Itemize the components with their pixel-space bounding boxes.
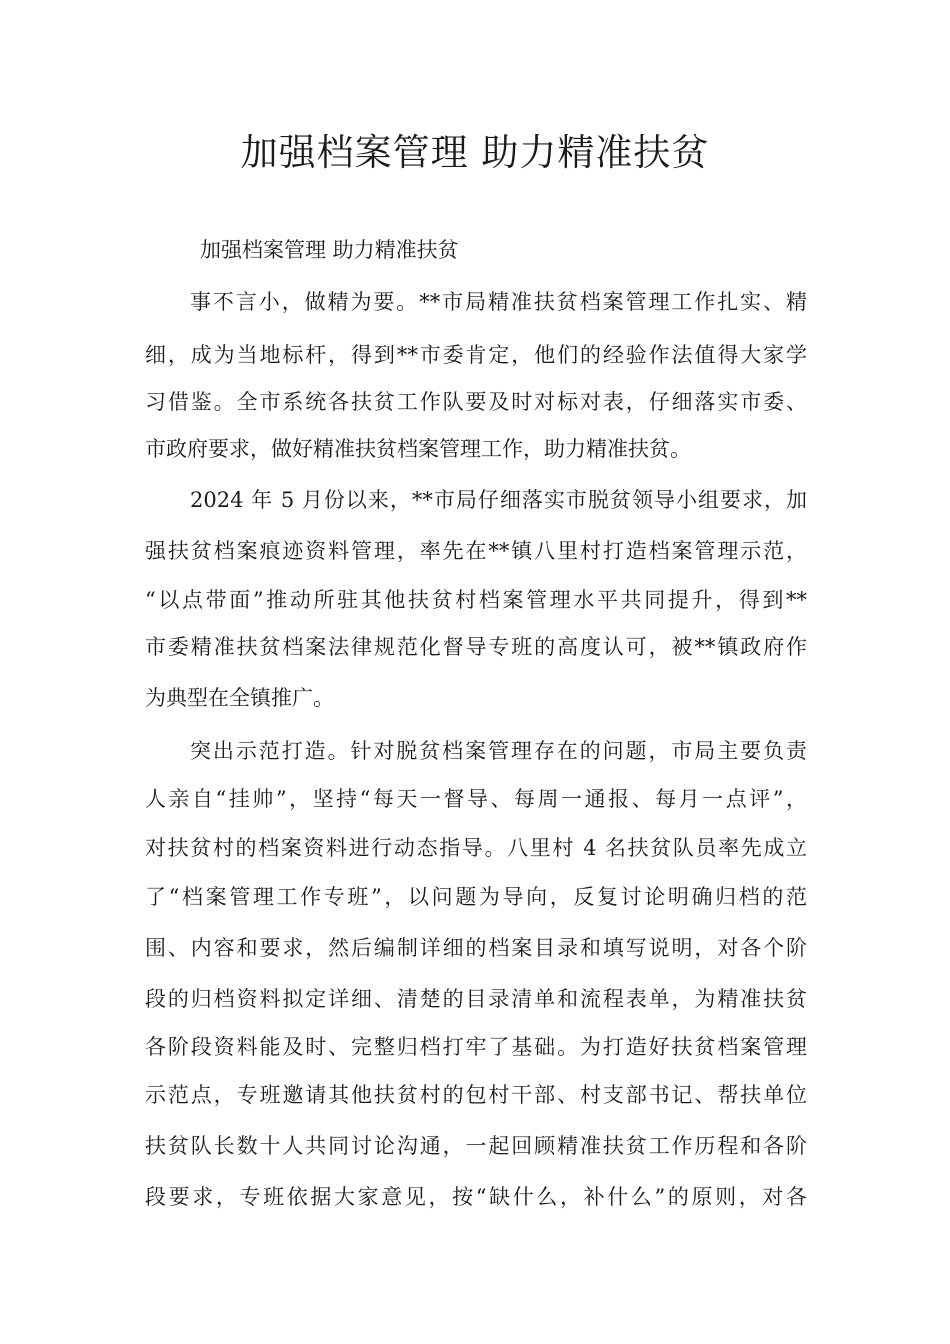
paragraph-3-line-9: 扶贫队长数十人共同讨论沟通，一起回顾精准扶贫工作历程和各阶 (145, 1134, 807, 1158)
paragraph-1-line-1: 事不言小，做精为要。**市局精准扶贫档案管理工作扎实、精 (190, 290, 807, 314)
paragraph-1-line-4: 市政府要求，做好精准扶贫档案管理工作，助力精准扶贫。 (145, 437, 691, 461)
paragraph-2-line-4: 市委精准扶贫档案法律规范化督导专班的高度认可，被**镇政府作 (145, 635, 807, 659)
paragraph-1-line-3: 习借鉴。全市系统各扶贫工作队要及时对标对表，仔细落实市委、 (145, 390, 807, 414)
paragraph-3-line-2: 人亲自“挂帅”，坚持“每天一督导、每周一通报、每月一点评”， (145, 787, 807, 811)
paragraph-2-line-5: 为典型在全镇推广。 (145, 686, 334, 710)
paragraph-3-line-7: 各阶段资料能及时、完整归档打牢了基础。为打造好扶贫档案管理 (145, 1035, 807, 1059)
paragraph-2-line-2: 强扶贫档案痕迹资料管理，率先在**镇八里村打造档案管理示范， (145, 539, 807, 563)
paragraph-1-line-2: 细，成为当地标杆，得到**市委肯定，他们的经验作法值得大家学 (145, 343, 807, 367)
paragraph-3-line-3: 对扶贫村的档案资料进行动态指导。八里村 4 名扶贫队员率先成立 (145, 836, 807, 860)
paragraph-3-line-1: 突出示范打造。针对脱贫档案管理存在的问题，市局主要负责 (190, 739, 807, 763)
paragraph-3-line-6: 段的归档资料拟定详细、清楚的目录清单和流程表单，为精准扶贫 (145, 987, 807, 1011)
paragraph-3-line-10: 段要求，专班依据大家意见，按“缺什么，补什么”的原则，对各 (145, 1185, 807, 1209)
paragraph-2-line-1: 2024 年 5 月份以来，**市局仔细落实市脱贫领导小组要求，加 (190, 488, 807, 512)
document-subtitle: 加强档案管理 助力精准扶贫 (200, 238, 459, 262)
document-title: 加强档案管理 助力精准扶贫 (240, 131, 710, 174)
paragraph-3-line-8: 示范点，专班邀请其他扶贫村的包村干部、村支部书记、帮扶单位 (145, 1083, 807, 1107)
paragraph-3-line-4: 了“档案管理工作专班”，以问题为导向，反复讨论明确归档的范 (145, 885, 807, 909)
paragraph-2-line-3: “以点带面”推动所驻其他扶贫村档案管理水平共同提升，得到** (145, 588, 807, 612)
paragraph-3-line-5: 围、内容和要求，然后编制详细的档案目录和填写说明，对各个阶 (145, 936, 807, 960)
